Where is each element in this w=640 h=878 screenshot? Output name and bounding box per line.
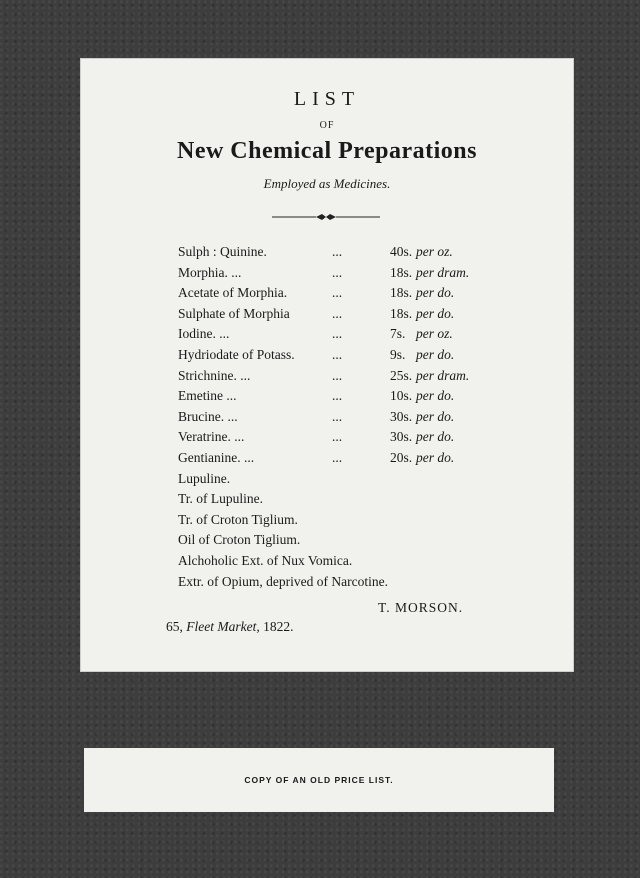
list-item — [178, 242, 558, 263]
caption-label — [84, 748, 554, 812]
list-item — [178, 366, 558, 387]
item-name: Oil of Croton Tiglium. — [178, 532, 301, 548]
list-item — [178, 427, 558, 448]
item-unit: per do. — [416, 449, 455, 465]
item-dots: ... — [332, 244, 343, 259]
item-name: Alchoholic Ext. of Nux Vomica. — [178, 552, 353, 568]
address — [166, 619, 293, 635]
item-dots: ... — [332, 449, 343, 465]
item-unit: per do. — [416, 429, 455, 445]
item-dots: ... — [332, 264, 343, 280]
item-name: Lupuline. — [178, 470, 231, 486]
list-item — [178, 551, 558, 572]
list-item — [178, 324, 558, 345]
caption-text: COPY OF AN OLD PRICE LIST. — [244, 775, 394, 785]
heading-list: LIST — [293, 88, 361, 110]
address-number: 65, — [166, 619, 183, 634]
item-unit: per dram. — [416, 264, 470, 280]
item-name: Sulphate of Morphia — [178, 305, 290, 321]
item-dots: ... — [332, 429, 343, 445]
item-name: Tr. of Lupuline. — [178, 491, 264, 507]
address-street: Fleet Market, — [186, 619, 260, 634]
item-dots: ... — [332, 305, 343, 321]
list-item — [178, 345, 558, 366]
address-year: 1822. — [263, 619, 294, 634]
item-price: 18s. — [390, 285, 413, 301]
item-name: Iodine. ... — [178, 326, 230, 342]
item-price: 25s. — [390, 367, 413, 383]
item-price: 30s. — [390, 408, 413, 424]
ornament-divider-icon — [272, 212, 380, 222]
list-item — [178, 469, 558, 490]
item-name: Veratrine. ... — [178, 429, 245, 445]
item-dots: ... — [332, 346, 343, 362]
item-price: 10s. — [390, 388, 413, 404]
item-name: Morphia. ... — [178, 264, 242, 280]
item-name: Hydriodate of Potass. — [178, 346, 295, 362]
item-price: 40s. — [390, 244, 413, 259]
list-item — [178, 448, 558, 469]
item-unit: per do. — [416, 285, 455, 301]
item-dots: ... — [332, 285, 343, 301]
page-subtitle: Employed as Medicines. — [263, 176, 391, 191]
item-unit: per oz. — [416, 244, 453, 259]
list-item — [178, 510, 558, 531]
item-dots: ... — [332, 408, 343, 424]
list-item — [178, 489, 558, 510]
signature: T. MORSON. — [378, 600, 464, 615]
item-unit: per do. — [416, 408, 455, 424]
list-item — [178, 407, 558, 428]
price-list-sheet — [80, 58, 574, 672]
item-price: 18s. — [390, 264, 413, 280]
list-item — [178, 304, 558, 325]
item-name: Extr. of Opium, deprived of Narcotine. — [178, 573, 388, 589]
item-name: Brucine. ... — [178, 408, 238, 424]
list-item — [178, 530, 558, 551]
item-name: Acetate of Morphia. — [178, 285, 288, 301]
preparation-list — [178, 242, 558, 592]
item-dots: ... — [332, 388, 343, 404]
item-unit: per dram. — [416, 367, 470, 383]
page-title: New Chemical Preparations — [176, 138, 477, 164]
heading-of: OF — [319, 120, 335, 131]
item-price: 20s. — [390, 449, 413, 465]
item-name: Sulph : Quinine. — [178, 244, 267, 259]
item-unit: per oz. — [416, 326, 453, 342]
list-item — [178, 572, 558, 593]
list-item — [178, 283, 558, 304]
item-name: Strichnine. ... — [178, 367, 251, 383]
item-name: Gentianine. ... — [178, 449, 255, 465]
list-item — [178, 386, 558, 407]
list-item — [178, 263, 558, 284]
item-dots: ... — [332, 367, 343, 383]
item-name: Tr. of Croton Tiglium. — [178, 511, 298, 527]
item-price: 7s. — [390, 326, 406, 342]
item-dots: ... — [332, 326, 343, 342]
item-price: 18s. — [390, 305, 413, 321]
item-unit: per do. — [416, 388, 455, 404]
item-price: 30s. — [390, 429, 413, 445]
item-unit: per do. — [416, 346, 455, 362]
item-price: 9s. — [390, 346, 406, 362]
item-name: Emetine ... — [178, 388, 237, 404]
item-unit: per do. — [416, 305, 455, 321]
